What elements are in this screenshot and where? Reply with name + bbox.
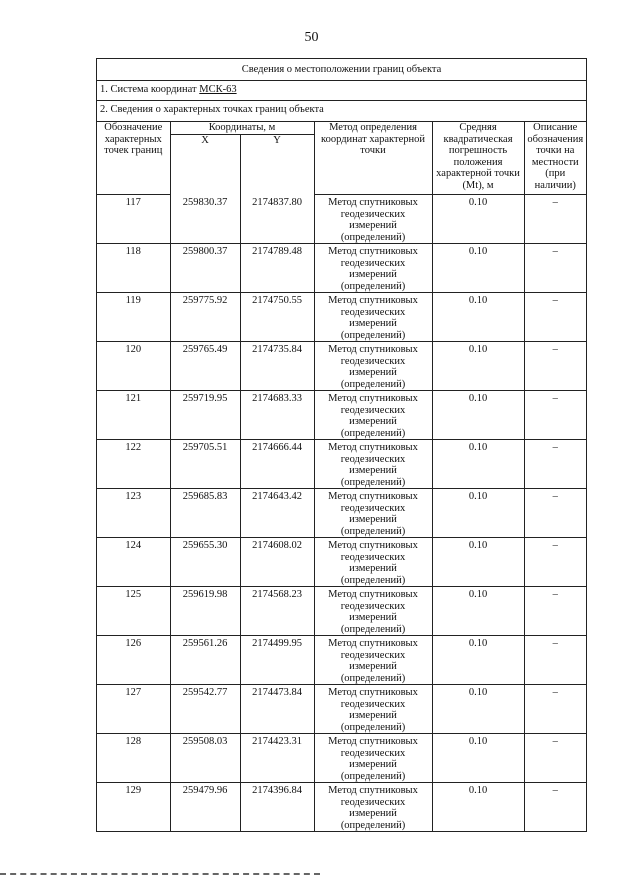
description: –: [524, 440, 586, 489]
document-title: Сведения о местоположении границ объекта: [97, 59, 586, 81]
error-value: 0.10: [432, 195, 524, 244]
method: Метод спутниковых геодезических измерений (определений): [314, 293, 432, 342]
description: –: [524, 538, 586, 587]
description: –: [524, 195, 586, 244]
error-value: 0.10: [432, 440, 524, 489]
point-id: 118: [97, 244, 170, 293]
coord-x: 259685.83: [170, 489, 240, 538]
boundary-document: [96, 58, 587, 832]
coord-y: 2174683.33: [240, 391, 314, 440]
error-value: 0.10: [432, 636, 524, 685]
description: –: [524, 342, 586, 391]
points-table: [97, 122, 586, 831]
point-id: 120: [97, 342, 170, 391]
description: –: [524, 636, 586, 685]
coordinate-system-value: МСК-63: [199, 84, 237, 95]
coord-y: 2174499.95: [240, 636, 314, 685]
header-method: Метод определения координат характерной точки: [314, 122, 432, 195]
description: –: [524, 685, 586, 734]
coord-y: 2174750.55: [240, 293, 314, 342]
method: Метод спутниковых геодезических измерений (определений): [314, 685, 432, 734]
point-id: 125: [97, 587, 170, 636]
table-row: [97, 489, 586, 538]
method: Метод спутниковых геодезических измерений (определений): [314, 538, 432, 587]
coord-x: 259508.03: [170, 734, 240, 783]
method: Метод спутниковых геодезических измерений (определений): [314, 489, 432, 538]
header-x: X: [170, 134, 240, 195]
coord-x: 259619.98: [170, 587, 240, 636]
method: Метод спутниковых геодезических измерений (определений): [314, 783, 432, 832]
point-id: 121: [97, 391, 170, 440]
scan-artifact-line: [0, 873, 320, 875]
point-id: 122: [97, 440, 170, 489]
method: Метод спутниковых геодезических измерений (определений): [314, 734, 432, 783]
coord-y: 2174789.48: [240, 244, 314, 293]
description: –: [524, 489, 586, 538]
error-value: 0.10: [432, 783, 524, 832]
description: –: [524, 734, 586, 783]
description: –: [524, 783, 586, 832]
description: –: [524, 391, 586, 440]
point-id: 119: [97, 293, 170, 342]
table-row: [97, 391, 586, 440]
coord-x: 259705.51: [170, 440, 240, 489]
point-id: 126: [97, 636, 170, 685]
table-row: [97, 783, 586, 832]
coord-x: 259542.77: [170, 685, 240, 734]
coord-x: 259655.30: [170, 538, 240, 587]
table-row: [97, 342, 586, 391]
coord-y: 2174473.84: [240, 685, 314, 734]
table-row: [97, 538, 586, 587]
coord-x: 259775.92: [170, 293, 240, 342]
coord-y: 2174837.80: [240, 195, 314, 244]
description: –: [524, 293, 586, 342]
coord-x: 259765.49: [170, 342, 240, 391]
coord-y: 2174666.44: [240, 440, 314, 489]
header-designation: Обозначение характерных точек границ: [97, 122, 170, 195]
coord-x: 259830.37: [170, 195, 240, 244]
point-id: 128: [97, 734, 170, 783]
method: Метод спутниковых геодезических измерений (определений): [314, 391, 432, 440]
table-row: [97, 440, 586, 489]
description: –: [524, 244, 586, 293]
table-row: [97, 636, 586, 685]
coord-x: 259719.95: [170, 391, 240, 440]
table-row: [97, 685, 586, 734]
method: Метод спутниковых геодезических измерений (определений): [314, 636, 432, 685]
coord-x: 259800.37: [170, 244, 240, 293]
section-heading: 2. Сведения о характерных точках границ объекта: [97, 101, 586, 122]
table-row: [97, 244, 586, 293]
point-id: 129: [97, 783, 170, 832]
table-row: [97, 293, 586, 342]
error-value: 0.10: [432, 587, 524, 636]
method: Метод спутниковых геодезических измерений (определений): [314, 195, 432, 244]
table-row: [97, 587, 586, 636]
error-value: 0.10: [432, 685, 524, 734]
header-error: Средняя квадратическая погрешность положения характерной точки (Mt), м: [432, 122, 524, 195]
error-value: 0.10: [432, 342, 524, 391]
coordinate-system-label: 1. Система координат: [100, 84, 197, 95]
method: Метод спутниковых геодезических измерений (определений): [314, 440, 432, 489]
coord-y: 2174423.31: [240, 734, 314, 783]
header-description: Описание обозначения точки на местности (при наличии): [524, 122, 586, 195]
point-id: 124: [97, 538, 170, 587]
error-value: 0.10: [432, 244, 524, 293]
coord-y: 2174396.84: [240, 783, 314, 832]
coord-y: 2174568.23: [240, 587, 314, 636]
method: Метод спутниковых геодезических измерений (определений): [314, 587, 432, 636]
coordinate-system-row: [97, 81, 586, 101]
description: –: [524, 587, 586, 636]
point-id: 123: [97, 489, 170, 538]
header-y: Y: [240, 134, 314, 195]
point-id: 127: [97, 685, 170, 734]
error-value: 0.10: [432, 293, 524, 342]
coord-y: 2174608.02: [240, 538, 314, 587]
coord-x: 259479.96: [170, 783, 240, 832]
table-row: [97, 195, 586, 244]
method: Метод спутниковых геодезических измерений (определений): [314, 342, 432, 391]
error-value: 0.10: [432, 734, 524, 783]
point-id: 117: [97, 195, 170, 244]
error-value: 0.10: [432, 391, 524, 440]
error-value: 0.10: [432, 538, 524, 587]
error-value: 0.10: [432, 489, 524, 538]
header-coordinates: Координаты, м: [170, 122, 314, 134]
page-number: 50: [304, 30, 319, 45]
method: Метод спутниковых геодезических измерений (определений): [314, 244, 432, 293]
coord-y: 2174643.42: [240, 489, 314, 538]
table-row: [97, 734, 586, 783]
coord-y: 2174735.84: [240, 342, 314, 391]
coord-x: 259561.26: [170, 636, 240, 685]
